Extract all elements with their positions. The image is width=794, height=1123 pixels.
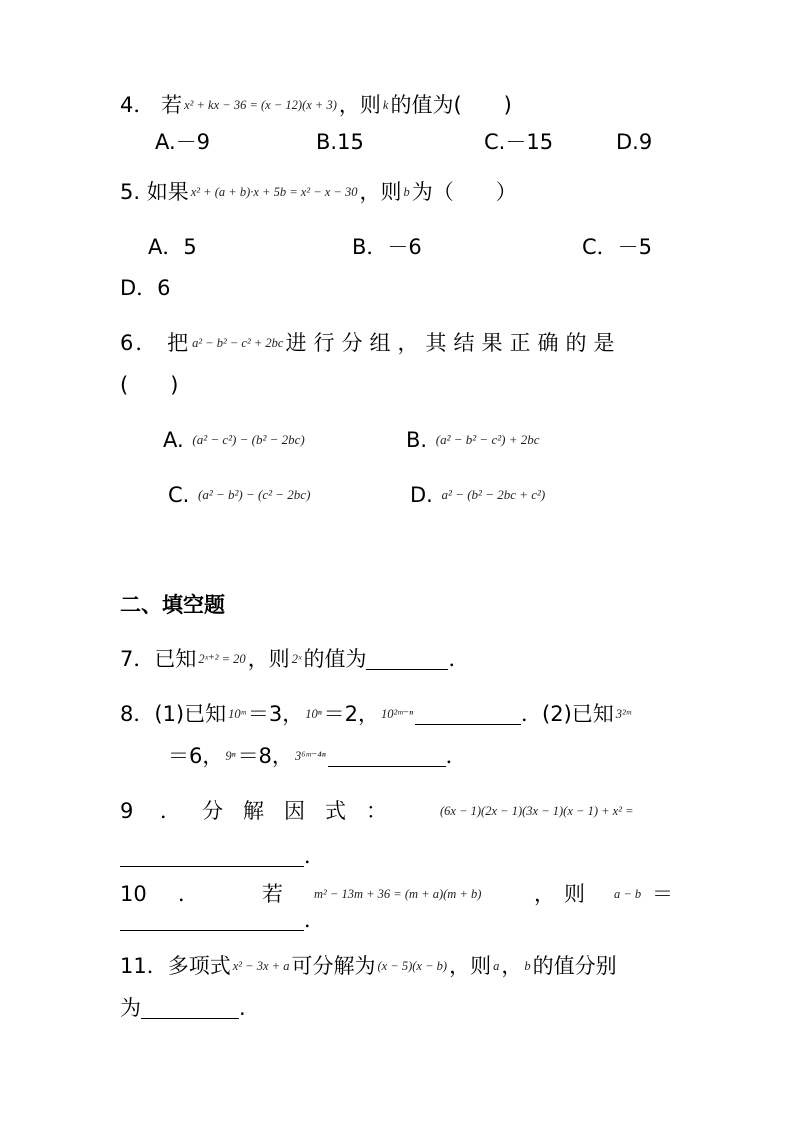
question-number: 11． (120, 954, 168, 978)
math-expression: (a² − b²) − (c² − 2bc) (198, 487, 311, 502)
option-a: A.－9 (155, 130, 211, 154)
question-text: ＝2， (323, 702, 380, 726)
math-variable: a (493, 959, 500, 973)
question-7 (120, 645, 469, 673)
question-text: 则 (564, 882, 585, 906)
question-4 (120, 91, 512, 119)
question-text: ， (534, 882, 555, 906)
math-expression: x² − 3x + a (232, 959, 290, 973)
math-expression: (6x − 1)(2x − 1)(3x − 1)(x − 1) + x² = (440, 804, 634, 818)
question-number: 5. (120, 180, 141, 204)
question-number: 8． (120, 702, 155, 726)
math-expression: 2ˣ (291, 652, 302, 666)
math-variable: k (382, 98, 389, 112)
question-text: 的值为 (303, 647, 367, 671)
question-dot: ． (178, 882, 199, 906)
math-expression: (x − 5)(x − b) (377, 959, 448, 973)
option-label: C. (168, 483, 190, 507)
question-9-expr (438, 797, 636, 825)
math-expression: a² − (b² − 2bc + c²) (441, 487, 546, 502)
math-expression: 10ᵐ (228, 707, 246, 721)
math-expression: 10²ᵐ⁻ⁿ (381, 707, 414, 721)
question-number: 7． (120, 647, 155, 671)
section-title: 二、填空题 (120, 593, 225, 617)
question-5 (120, 178, 517, 206)
question-text: ＝ (652, 882, 673, 906)
option-label: A. (163, 428, 184, 452)
question-8 (120, 700, 633, 728)
answer-blank[interactable] (415, 704, 521, 725)
question-11 (120, 952, 617, 980)
question-text: (1)已知 (154, 702, 227, 726)
question-number: 4． (120, 93, 155, 117)
math-expression: x² + kx − 36 = (x − 12)(x + 3) (184, 98, 337, 112)
option-a (163, 426, 307, 454)
answer-blank[interactable] (366, 649, 448, 670)
option-d: D.9 (616, 130, 653, 154)
option-c (168, 481, 312, 509)
question-text: . (239, 996, 246, 1020)
question-6 (120, 329, 621, 357)
option-d (410, 481, 547, 509)
question-text: 已知 (154, 647, 197, 671)
question-11-cont (120, 994, 246, 1022)
question-text: ． (304, 844, 325, 868)
question-text: ，则 (338, 93, 381, 117)
math-expression: (a² − b² − c²) + 2bc (435, 432, 540, 447)
question-text: 若 (161, 93, 183, 117)
option-b (406, 426, 542, 454)
math-variable: b (403, 185, 410, 199)
question-text: 的值为( ) (390, 93, 512, 117)
question-text: 若 (262, 882, 283, 906)
question-text: 把 (167, 331, 191, 355)
question-number: 9 (120, 799, 134, 823)
question-text: ＝3， (247, 702, 304, 726)
math-expression: x² + (a + b)·x + 5b = x² − x − 30 (190, 185, 358, 199)
math-expression: 3²ᵐ (615, 707, 631, 721)
question-10-expr2 (612, 880, 643, 908)
question-text: ． (448, 647, 470, 671)
question-text: ．(2)已知 (521, 702, 614, 726)
question-text: 为 (120, 996, 141, 1020)
math-expression: (a² − c²) − (b² − 2bc) (192, 432, 305, 447)
question-text: 多项式 (167, 954, 231, 978)
question-text: 分解因式： (202, 799, 407, 823)
question-text: ＝6， (168, 744, 224, 768)
math-expression: 2ˣ⁺² = 20 (198, 652, 246, 666)
option-c: C.－15 (484, 130, 554, 154)
option-label: D. (410, 483, 433, 507)
question-9-answer (120, 842, 325, 870)
question-text: 的值分别 (532, 954, 617, 978)
math-expression: 9ⁿ (225, 749, 236, 763)
question-text: ， (501, 954, 523, 978)
answer-blank[interactable] (328, 746, 446, 767)
question-text: 为（ ） (411, 180, 517, 204)
option-a: A．5 (148, 235, 197, 259)
question-10-answer (120, 906, 325, 934)
option-b: B．－6 (352, 235, 422, 259)
question-text: ＝8， (237, 744, 293, 768)
question-10-expr (312, 880, 483, 908)
question-text: ，则 (359, 180, 402, 204)
option-c: C．－5 (582, 235, 653, 259)
math-variable: b (524, 959, 531, 973)
math-expression: a² − b² − c² + 2bc (192, 336, 284, 350)
question-number: 10 (120, 882, 147, 906)
question-text: ． (304, 908, 325, 932)
question-text: 可分解为 (291, 954, 376, 978)
math-expression: m² − 13m + 36 = (m + a)(m + b) (314, 887, 482, 901)
math-expression: 10ⁿ (305, 707, 322, 721)
option-label: B. (406, 428, 428, 452)
question-text: 进行分组，其结果正确的是 (285, 331, 622, 355)
question-8-cont (168, 742, 467, 770)
question-text: ． (445, 744, 467, 768)
answer-blank[interactable] (120, 846, 304, 867)
question-dot: ． (160, 799, 181, 823)
answer-blank[interactable] (141, 998, 239, 1019)
question-number: 6． (120, 331, 159, 355)
option-d: D．6 (120, 276, 171, 300)
answer-blank[interactable] (120, 910, 304, 931)
answer-paren: ( ) (120, 373, 179, 397)
question-text: ，则 (247, 647, 290, 671)
option-b: B.15 (316, 130, 364, 154)
math-expression: a − b (614, 887, 642, 901)
question-text: ，则 (449, 954, 492, 978)
question-text: 如果 (146, 180, 189, 204)
math-expression: 3⁶ᵐ⁻⁴ⁿ (294, 749, 326, 763)
